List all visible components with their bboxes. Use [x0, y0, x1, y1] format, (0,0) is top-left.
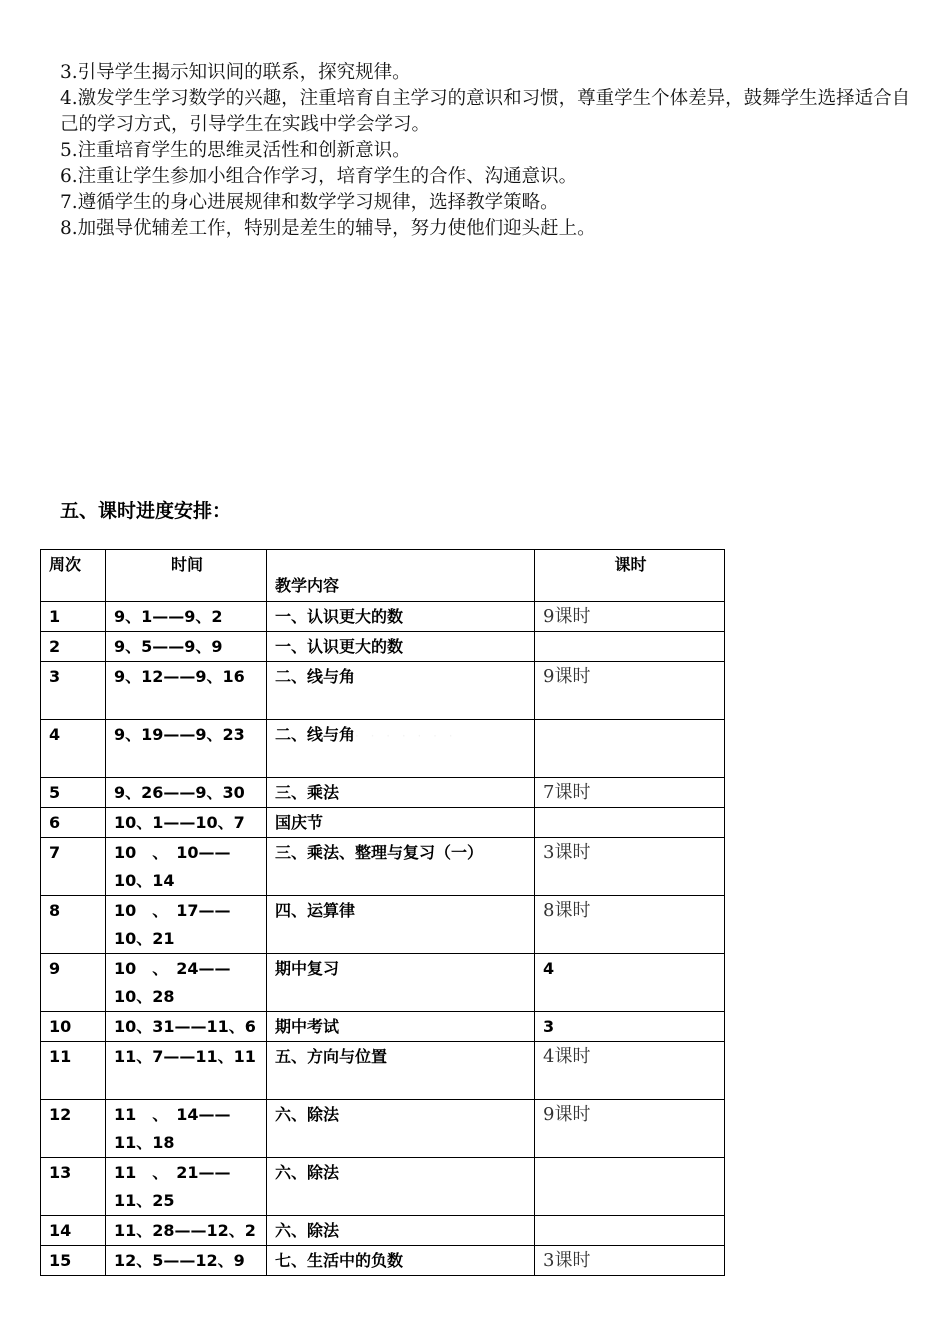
header-time: 时间: [106, 550, 267, 602]
cell-hours: 7课时: [535, 778, 725, 808]
cell-week: 2: [41, 632, 106, 662]
cell-hours: 4: [535, 954, 725, 1012]
cell-week: 14: [41, 1216, 106, 1246]
cell-week: 4: [41, 720, 106, 778]
cell-week: 1: [41, 602, 106, 632]
cell-time: 10、31——11、6: [106, 1012, 267, 1042]
cell-content: 二、线与角: [267, 662, 535, 720]
cell-hours: 9课时: [535, 662, 725, 720]
cell-hours: 3课时: [535, 1246, 725, 1276]
cell-content: 国庆节: [267, 808, 535, 838]
cell-time: 10 、 17—— 10、21: [106, 896, 267, 954]
cell-time: 10、1——10、7: [106, 808, 267, 838]
cell-time: 9、26——9、30: [106, 778, 267, 808]
cell-week: 7: [41, 838, 106, 896]
table-row: [41, 954, 725, 1012]
table-row: [41, 720, 725, 778]
cell-time: 11 、 21—— 11、25: [106, 1158, 267, 1216]
cell-week: 10: [41, 1012, 106, 1042]
cell-time: 11、28——12、2: [106, 1216, 267, 1246]
cell-week: 11: [41, 1042, 106, 1100]
cell-hours: [535, 808, 725, 838]
cell-hours: 3: [535, 1012, 725, 1042]
cell-content: 三、乘法、整理与复习（一）: [267, 838, 535, 896]
cell-time: 10 、 24—— 10、28: [106, 954, 267, 1012]
table-header-row: [41, 550, 725, 602]
table-row: [41, 1100, 725, 1158]
cell-content: 六、除法: [267, 1158, 535, 1216]
table-row: [41, 1158, 725, 1216]
table-row: [41, 602, 725, 632]
cell-hours: 4课时: [535, 1042, 725, 1100]
cell-week: 3: [41, 662, 106, 720]
faint-mark: · · · · · · ·: [355, 729, 457, 743]
header-week: 周次: [41, 550, 106, 602]
section-title: 五、课时进度安排：: [60, 500, 232, 522]
header-content: 教学内容: [267, 550, 535, 602]
cell-content: 期中复习: [267, 954, 535, 1012]
table-row: [41, 778, 725, 808]
list-item: 4.激发学生学习数学的兴趣，注重培育自主学习的意识和习惯，尊重学生个体差异，鼓舞学生选择适合自己的学习方式，引导学生在实践中学会学习。: [60, 88, 911, 135]
cell-week: 6: [41, 808, 106, 838]
cell-time: 9、1——9、2: [106, 602, 267, 632]
list-item: 3.引导学生揭示知识间的联系，探究规律。: [60, 62, 411, 83]
list-item: 8.加强导优辅差工作，特别是差生的辅导，努力使他们迎头赶上。: [60, 218, 596, 239]
cell-time: 11、7——11、11: [106, 1042, 267, 1100]
cell-content: 六、除法: [267, 1216, 535, 1246]
objectives-list: [60, 60, 920, 242]
list-item: 6.注重让学生参加小组合作学习，培育学生的合作、沟通意识。: [60, 166, 578, 187]
cell-week: 8: [41, 896, 106, 954]
table-row: [41, 632, 725, 662]
cell-week: 13: [41, 1158, 106, 1216]
cell-hours: [535, 1158, 725, 1216]
cell-week: 12: [41, 1100, 106, 1158]
list-item: 7.遵循学生的身心进展规律和数学学习规律，选择教学策略。: [60, 192, 559, 213]
cell-time: 12、5——12、9: [106, 1246, 267, 1276]
cell-hours: 8课时: [535, 896, 725, 954]
table-row: [41, 662, 725, 720]
cell-hours: 9课时: [535, 1100, 725, 1158]
header-hours: 课时: [535, 550, 725, 602]
cell-content: 五、方向与位置: [267, 1042, 535, 1100]
cell-week: 9: [41, 954, 106, 1012]
cell-hours: 9课时: [535, 602, 725, 632]
cell-time: 9、19——9、23: [106, 720, 267, 778]
table-row: [41, 896, 725, 954]
schedule-table: [40, 549, 725, 1276]
cell-time: 10 、 10—— 10、14: [106, 838, 267, 896]
cell-content: 二、线与角· · · · · · ·: [267, 720, 535, 778]
cell-hours: [535, 1216, 725, 1246]
cell-hours: [535, 720, 725, 778]
cell-content: 期中考试: [267, 1012, 535, 1042]
table-row: [41, 1012, 725, 1042]
cell-week: 15: [41, 1246, 106, 1276]
cell-hours: 3课时: [535, 838, 725, 896]
cell-time: 11 、 14—— 11、18: [106, 1100, 267, 1158]
cell-time: 9、5——9、9: [106, 632, 267, 662]
list-item: 5.注重培育学生的思维灵活性和创新意识。: [60, 140, 411, 161]
cell-content: 七、生活中的负数: [267, 1246, 535, 1276]
table-row: [41, 808, 725, 838]
cell-hours: [535, 632, 725, 662]
cell-content: 一、认识更大的数: [267, 632, 535, 662]
cell-content: 六、除法: [267, 1100, 535, 1158]
table-row: [41, 1042, 725, 1100]
table-row: [41, 1216, 725, 1246]
table-row: [41, 1246, 725, 1276]
cell-content: 三、乘法: [267, 778, 535, 808]
cell-content: 四、运算律: [267, 896, 535, 954]
cell-week: 5: [41, 778, 106, 808]
cell-time: 9、12——9、16: [106, 662, 267, 720]
cell-content: 一、认识更大的数: [267, 602, 535, 632]
table-row: [41, 838, 725, 896]
